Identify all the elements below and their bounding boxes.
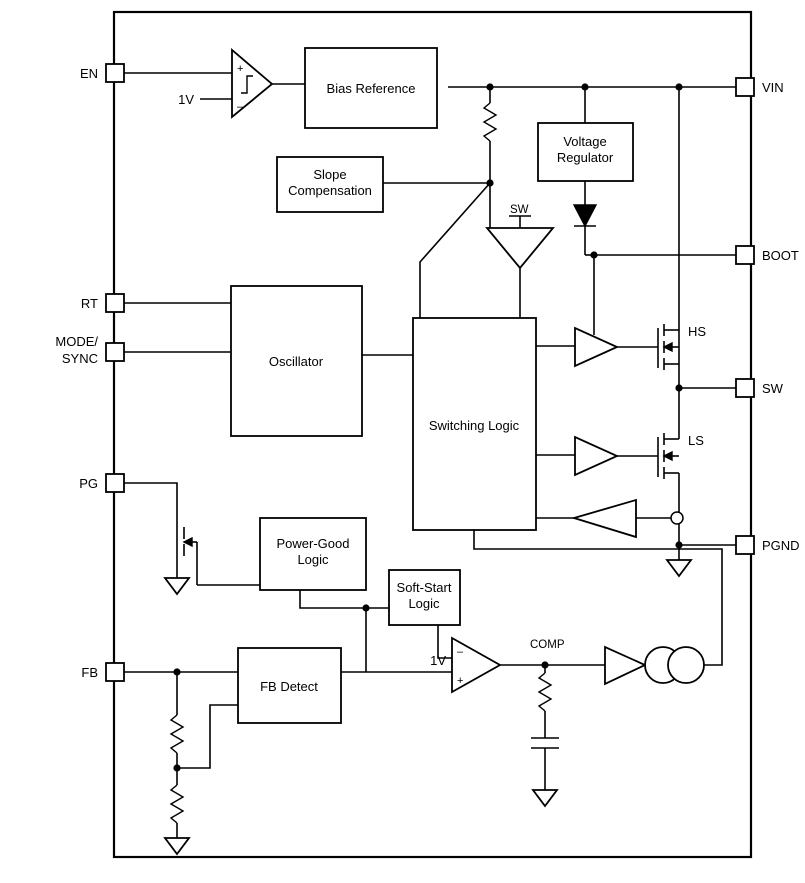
block-label-soft-start-1: Soft-Start [396, 580, 452, 595]
pin-pad-en [106, 64, 124, 82]
pin-label-en: EN [79, 66, 98, 81]
block-label-voltage-regulator-2: Regulator [556, 150, 614, 165]
pin-label-sw: SW [762, 381, 783, 396]
pin-label-rt: RT [80, 296, 98, 311]
block-label-pg-logic-2: Logic [297, 552, 329, 567]
pin-pad-mode-sync [106, 343, 124, 361]
eamp-plus: + [457, 675, 464, 687]
pin-pad-vin [736, 78, 754, 96]
pin-pad-boot [736, 246, 754, 264]
en-reference-label: 1V [178, 92, 194, 107]
pin-pad-rt [106, 294, 124, 312]
block-label-soft-start-2: Logic [408, 596, 440, 611]
current-sense-input-node [671, 512, 683, 524]
block-label-bias-reference: Bias Reference [326, 81, 416, 96]
block-label-switching-logic: Switching Logic [428, 418, 520, 433]
current-source-symbol-b [668, 647, 704, 683]
comp-node-label: COMP [530, 639, 565, 651]
sw-node-label: SW [510, 204, 529, 216]
block-label-fb-detect: FB Detect [260, 679, 318, 694]
pin-label-vin: VIN [762, 80, 784, 95]
eamp-reference-label: 1V [430, 653, 446, 668]
block-label-pg-logic-1: Power-Good [276, 536, 350, 551]
eamp-minus: – [457, 646, 464, 658]
block-label-slope-1: Slope [313, 167, 347, 182]
pin-label-pgnd: PGND [762, 538, 800, 553]
pin-label-mode: MODE/ [55, 334, 98, 349]
en-comparator-minus: – [237, 101, 244, 113]
hs-fet-label: HS [688, 324, 707, 339]
pin-pad-fb [106, 663, 124, 681]
pin-pad-pg [106, 474, 124, 492]
ls-fet-label: LS [688, 433, 704, 448]
block-label-slope-2: Compensation [288, 183, 372, 198]
pin-pad-pgnd [736, 536, 754, 554]
block-label-oscillator: Oscillator [268, 354, 324, 369]
pin-label-sync: SYNC [61, 351, 98, 366]
pin-pad-sw [736, 379, 754, 397]
pin-label-fb: FB [81, 665, 98, 680]
en-comparator-plus: + [237, 63, 244, 75]
pin-label-boot: BOOT [762, 248, 799, 263]
block-label-voltage-regulator: Voltage [563, 134, 607, 149]
pin-label-pg: PG [79, 476, 98, 491]
